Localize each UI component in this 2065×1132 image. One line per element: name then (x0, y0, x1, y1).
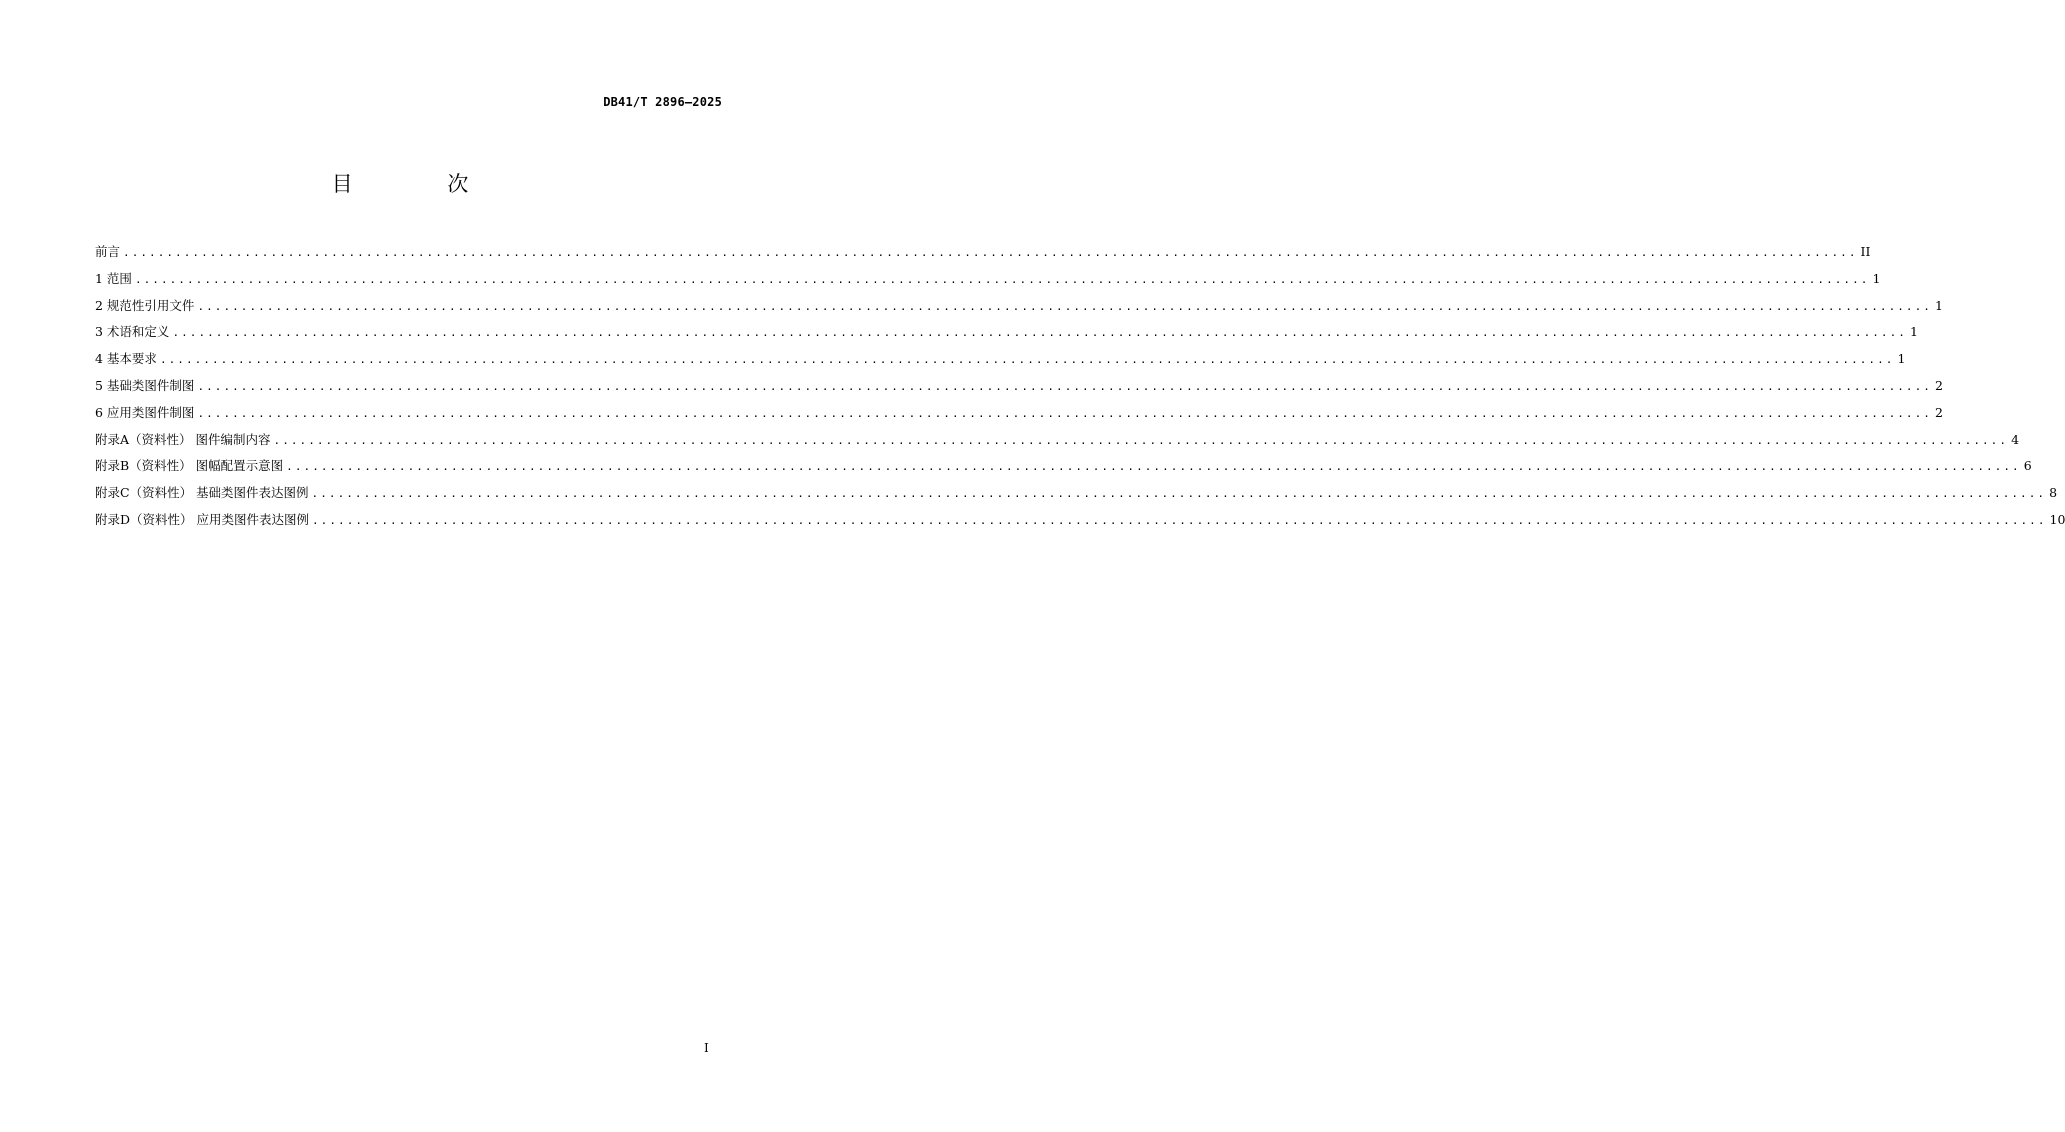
toc-entry-label: 4 基本要求 (95, 351, 157, 367)
toc-entry-appendix-b[interactable] (95, 456, 2032, 483)
toc-entry-basic-maps[interactable] (95, 376, 1943, 403)
toc-entry-application-maps[interactable] (95, 403, 1943, 430)
toc-leader-dots: ........................................................................................................................................................................................................ (197, 379, 1932, 393)
toc-entry-label: 附录A（资料性） 图件编制内容 (95, 431, 271, 447)
toc-entry-page: II (1860, 244, 1871, 259)
toc-entry-page: 1 (1872, 270, 1881, 286)
toc-entry-appendix-a[interactable] (95, 430, 2020, 457)
toc-leader-dots: ........................................................................................................................................................................................................ (312, 513, 2047, 527)
toc-leader-dots: ........................................................................................................................................................................................................ (197, 406, 1932, 420)
toc-entry-label: 附录B（资料性） 图幅配置示意图 (95, 458, 284, 474)
toc-entry-label: 3 术语和定义 (95, 324, 170, 340)
toc-entry-page: 8 (2049, 485, 2058, 501)
toc-leader-dots: ........................................................................................................................................................................................................ (134, 272, 1870, 286)
toc-entry-page: 4 (2011, 431, 2020, 447)
table-of-contents (95, 242, 2065, 537)
toc-entry-normative-references[interactable] (95, 296, 1943, 323)
toc-leader-dots: ........................................................................................................................................................................................................ (311, 487, 2047, 501)
toc-entry-page: 2 (1935, 404, 1943, 420)
toc-entry-label: 附录C（资料性） 基础类图件表达图例 (95, 485, 309, 501)
document-number: DB41/T 2896—2025 (603, 95, 722, 109)
toc-entry-appendix-c[interactable] (95, 483, 2058, 510)
toc-title: 目 次 (331, 172, 513, 196)
toc-entry-terms-definitions[interactable] (95, 322, 1918, 349)
toc-entry-page: 1 (1935, 297, 1943, 313)
toc-leader-dots: ........................................................................................................................................................................................................ (159, 353, 1895, 367)
toc-entry-label: 附录D（资料性） 应用类图件表达图例 (95, 511, 309, 527)
toc-entry-label: 6 应用类图件制图 (95, 404, 195, 420)
toc-entry-appendix-d[interactable] (95, 510, 2065, 537)
toc-entry-page: 1 (1910, 324, 1918, 340)
page-number: I (704, 1041, 709, 1055)
toc-entry-page: 6 (2023, 458, 2032, 474)
toc-leader-dots: ........................................................................................................................................................................................................ (123, 246, 1858, 259)
toc-leader-dots: ........................................................................................................................................................................................................ (273, 433, 2009, 447)
toc-entry-page: 10 (2049, 511, 2065, 527)
toc-leader-dots: ........................................................................................................................................................................................................ (197, 299, 1932, 313)
toc-leader-dots: ........................................................................................................................................................................................................ (286, 460, 2021, 474)
toc-entry-label: 2 规范性引用文件 (95, 297, 195, 313)
toc-entry-page: 1 (1897, 351, 1906, 367)
toc-entry-scope[interactable] (95, 269, 1881, 296)
toc-entry-page: 2 (1935, 377, 1943, 393)
toc-entry-label: 前言 (95, 244, 121, 259)
toc-entry-foreword[interactable] (95, 242, 1871, 269)
toc-entry-basic-requirements[interactable] (95, 349, 1906, 376)
toc-leader-dots: ........................................................................................................................................................................................................ (172, 326, 1907, 340)
toc-entry-label: 1 范围 (95, 270, 132, 286)
toc-entry-label: 5 基础类图件制图 (95, 377, 195, 393)
